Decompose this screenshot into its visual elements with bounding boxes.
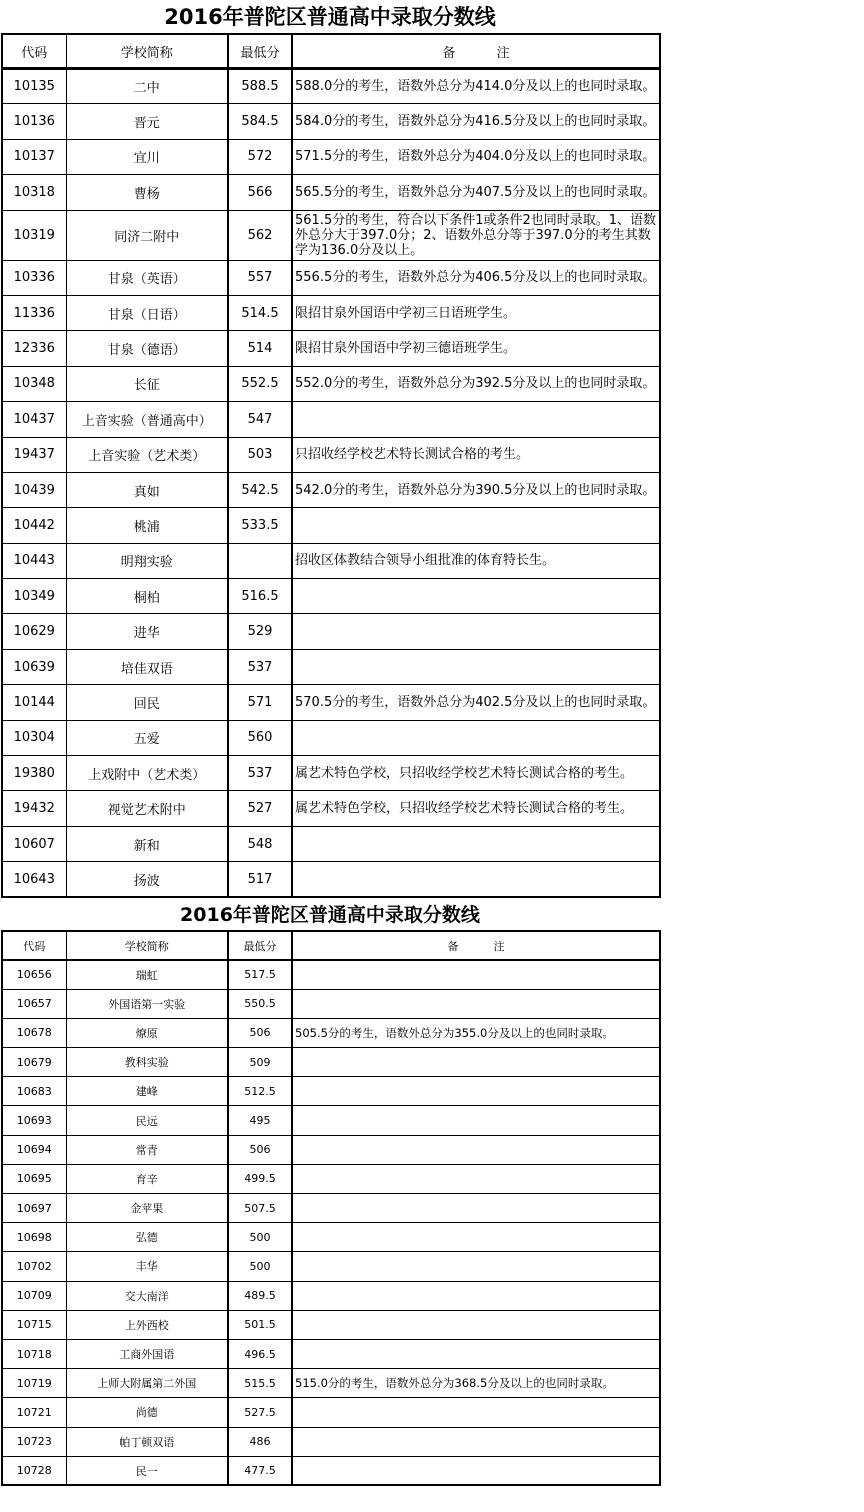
- cell-note: [292, 1164, 660, 1193]
- cell-school-name: 瑞虹: [66, 960, 228, 989]
- cell-note: [292, 579, 660, 614]
- cell-school-name: 扬波: [66, 862, 228, 897]
- cell-note: [292, 1281, 660, 1310]
- cell-code: 10439: [2, 472, 66, 507]
- cell-note: [292, 1223, 660, 1252]
- cell-note: 限招甘泉外国语中学初三日语班学生。: [292, 295, 660, 330]
- cell-school-name: 民一: [66, 1456, 228, 1485]
- cell-note: [292, 720, 660, 755]
- cell-code: 10348: [2, 366, 66, 401]
- cell-school-name: 交大南洋: [66, 1281, 228, 1310]
- cell-code: 10607: [2, 826, 66, 861]
- table-header: [2, 931, 660, 960]
- cell-note: [292, 1252, 660, 1281]
- cell-min-score: 527.5: [228, 1398, 292, 1427]
- cell-code: 12336: [2, 331, 66, 366]
- cell-school-name: 回民: [66, 685, 228, 720]
- cell-min-score: 509: [228, 1048, 292, 1077]
- cell-min-score: 548: [228, 826, 292, 861]
- cell-school-name: 上音实验（普通高中）: [66, 402, 228, 437]
- table-row: [2, 139, 660, 174]
- cell-school-name: 丰华: [66, 1252, 228, 1281]
- cell-code: 11336: [2, 295, 66, 330]
- cell-code: 10144: [2, 685, 66, 720]
- cell-school-name: 工商外国语: [66, 1339, 228, 1368]
- cell-code: 10721: [2, 1398, 66, 1427]
- table-row: [2, 472, 660, 507]
- cell-note: 属艺术特色学校，只招收经学校艺术特长测试合格的考生。: [292, 791, 660, 826]
- cell-school-name: 教科实验: [66, 1048, 228, 1077]
- cell-min-score: 486: [228, 1427, 292, 1456]
- cell-min-score: 588.5: [228, 69, 292, 104]
- cell-min-score: 516.5: [228, 579, 292, 614]
- cell-note: [292, 1456, 660, 1485]
- cell-school-name: 帕丁顿双语: [66, 1427, 228, 1456]
- table-row: [2, 649, 660, 684]
- cell-min-score: 529: [228, 614, 292, 649]
- table-row: [2, 1223, 660, 1252]
- cell-note: [292, 826, 660, 861]
- cell-code: 10657: [2, 989, 66, 1018]
- cell-code: 10678: [2, 1018, 66, 1047]
- table-row: [2, 862, 660, 897]
- cell-school-name: 外国语第一实验: [66, 989, 228, 1018]
- cell-note: 561.5分的考生，符合以下条件1或条件2也同时录取。1、语数外总分大于397.0分；2、语数外总分等于397.0分的考生其数学为136.0分及以上。: [292, 210, 660, 260]
- cell-code: 10719: [2, 1369, 66, 1398]
- table-row: [2, 437, 660, 472]
- cell-code: 10643: [2, 862, 66, 897]
- table-row: [2, 1194, 660, 1223]
- cell-code: 10336: [2, 260, 66, 295]
- cell-min-score: 514: [228, 331, 292, 366]
- cell-code: 19437: [2, 437, 66, 472]
- cell-school-name: 上戏附中（艺术类）: [66, 756, 228, 791]
- cell-min-score: 517: [228, 862, 292, 897]
- cell-note: [292, 1077, 660, 1106]
- table-row: [2, 756, 660, 791]
- cell-code: 10683: [2, 1077, 66, 1106]
- cell-min-score: 547: [228, 402, 292, 437]
- cell-school-name: 甘泉（德语）: [66, 331, 228, 366]
- cell-school-name: 常青: [66, 1135, 228, 1164]
- cell-code: 10656: [2, 960, 66, 989]
- cell-min-score: 542.5: [228, 472, 292, 507]
- cell-school-name: 上外西校: [66, 1310, 228, 1339]
- cell-min-score: 557: [228, 260, 292, 295]
- cell-code: 10694: [2, 1135, 66, 1164]
- table-row: [2, 543, 660, 578]
- cell-note: [292, 1135, 660, 1164]
- table-row: [2, 1018, 660, 1047]
- cell-code: 10695: [2, 1164, 66, 1193]
- cell-school-name: 曹杨: [66, 175, 228, 210]
- cell-note: [292, 1398, 660, 1427]
- cell-min-score: 501.5: [228, 1310, 292, 1339]
- cell-min-score: 499.5: [228, 1164, 292, 1193]
- cell-min-score: 537: [228, 756, 292, 791]
- cell-min-score: 552.5: [228, 366, 292, 401]
- cell-note: [292, 1339, 660, 1368]
- table-row: [2, 1252, 660, 1281]
- cell-note: 515.0分的考生，语数外总分为368.5分及以上的也同时录取。: [292, 1369, 660, 1398]
- cell-school-name: 弘德: [66, 1223, 228, 1252]
- cell-min-score: 562: [228, 210, 292, 260]
- cell-min-score: 572: [228, 139, 292, 174]
- cell-code: 19432: [2, 791, 66, 826]
- table-row: [2, 989, 660, 1018]
- cell-min-score: 495: [228, 1106, 292, 1135]
- cell-school-name: 同济二附中: [66, 210, 228, 260]
- cell-min-score: 512.5: [228, 1077, 292, 1106]
- cell-note: 限招甘泉外国语中学初三德语班学生。: [292, 331, 660, 366]
- table-row: [2, 614, 660, 649]
- cell-min-score: 527: [228, 791, 292, 826]
- cell-code: 10709: [2, 1281, 66, 1310]
- cell-min-score: 506: [228, 1135, 292, 1164]
- cell-min-score: 503: [228, 437, 292, 472]
- cell-min-score: 489.5: [228, 1281, 292, 1310]
- cell-school-name: 明翔实验: [66, 543, 228, 578]
- cell-code: 10702: [2, 1252, 66, 1281]
- cell-note: [292, 508, 660, 543]
- cell-min-score: 514.5: [228, 295, 292, 330]
- cell-min-score: 500: [228, 1252, 292, 1281]
- cell-note: [292, 1106, 660, 1135]
- cell-code: 10135: [2, 69, 66, 104]
- cell-note: [292, 1048, 660, 1077]
- cell-note: 570.5分的考生，语数外总分为402.5分及以上的也同时录取。: [292, 685, 660, 720]
- cell-code: 10715: [2, 1310, 66, 1339]
- cell-code: 10318: [2, 175, 66, 210]
- cell-min-score: 477.5: [228, 1456, 292, 1485]
- cell-min-score: 506: [228, 1018, 292, 1047]
- cell-code: 10728: [2, 1456, 66, 1485]
- table-row: [2, 826, 660, 861]
- cell-code: 10679: [2, 1048, 66, 1077]
- table-row: [2, 331, 660, 366]
- cell-code: 10442: [2, 508, 66, 543]
- table-row: [2, 720, 660, 755]
- cell-school-name: 建峰: [66, 1077, 228, 1106]
- cell-note: 571.5分的考生，语数外总分为404.0分及以上的也同时录取。: [292, 139, 660, 174]
- table-row: [2, 1339, 660, 1368]
- cell-note: 招收区体教结合领导小组批准的体育特长生。: [292, 543, 660, 578]
- table-row: [2, 1077, 660, 1106]
- table-row: [2, 104, 660, 139]
- cell-code: 10698: [2, 1223, 66, 1252]
- cell-note: 565.5分的考生，语数外总分为407.5分及以上的也同时录取。: [292, 175, 660, 210]
- cell-code: 10443: [2, 543, 66, 578]
- table-row: [2, 210, 660, 260]
- header-code: 代码: [2, 34, 66, 69]
- table-row: [2, 1398, 660, 1427]
- cell-note: 505.5分的考生，语数外总分为355.0分及以上的也同时录取。: [292, 1018, 660, 1047]
- cell-note: 属艺术特色学校，只招收经学校艺术特长测试合格的考生。: [292, 756, 660, 791]
- cell-min-score: 515.5: [228, 1369, 292, 1398]
- cell-note: [292, 649, 660, 684]
- cell-note: 552.0分的考生，语数外总分为392.5分及以上的也同时录取。: [292, 366, 660, 401]
- cell-school-name: 育辛: [66, 1164, 228, 1193]
- cell-min-score: 517.5: [228, 960, 292, 989]
- cell-min-score: 584.5: [228, 104, 292, 139]
- table-row: [2, 685, 660, 720]
- table-row: [2, 1310, 660, 1339]
- table-row: [2, 402, 660, 437]
- table-row: [2, 295, 660, 330]
- table-row: [2, 1164, 660, 1193]
- cell-code: 10137: [2, 139, 66, 174]
- header-note: 备 注: [292, 931, 660, 960]
- table-row: [2, 508, 660, 543]
- header-score: 最低分: [228, 931, 292, 960]
- table-row: [2, 1106, 660, 1135]
- cell-code: 10718: [2, 1339, 66, 1368]
- cell-school-name: 长征: [66, 366, 228, 401]
- cell-min-score: 537: [228, 649, 292, 684]
- cell-school-name: 民远: [66, 1106, 228, 1135]
- cell-school-name: 上音实验（艺术类）: [66, 437, 228, 472]
- cell-note: [292, 960, 660, 989]
- table-row: [2, 1135, 660, 1164]
- cell-school-name: 二中: [66, 69, 228, 104]
- cell-min-score: 566: [228, 175, 292, 210]
- table-row: [2, 366, 660, 401]
- cell-min-score: 571: [228, 685, 292, 720]
- table-row: [2, 1048, 660, 1077]
- cell-school-name: 晋元: [66, 104, 228, 139]
- cell-note: 584.0分的考生，语数外总分为416.5分及以上的也同时录取。: [292, 104, 660, 139]
- table-row: [2, 1456, 660, 1485]
- header-note: 备 注: [292, 34, 660, 69]
- cell-min-score: 560: [228, 720, 292, 755]
- cell-note: [292, 1194, 660, 1223]
- header-name: 学校简称: [66, 931, 228, 960]
- cell-note: 542.0分的考生，语数外总分为390.5分及以上的也同时录取。: [292, 472, 660, 507]
- cell-code: 10319: [2, 210, 66, 260]
- cell-min-score: [228, 543, 292, 578]
- table-header: [2, 34, 660, 69]
- table-row: [2, 579, 660, 614]
- cell-note: [292, 614, 660, 649]
- table-row: [2, 1427, 660, 1456]
- cell-code: 10437: [2, 402, 66, 437]
- cell-min-score: 550.5: [228, 989, 292, 1018]
- cell-note: 556.5分的考生，语数外总分为406.5分及以上的也同时录取。: [292, 260, 660, 295]
- table-row: [2, 69, 660, 104]
- table-row: [2, 791, 660, 826]
- cell-school-name: 甘泉（日语）: [66, 295, 228, 330]
- table-row: [2, 260, 660, 295]
- cell-school-name: 上师大附属第二外国: [66, 1369, 228, 1398]
- header-score: 最低分: [228, 34, 292, 69]
- cell-code: 10693: [2, 1106, 66, 1135]
- cell-school-name: 新和: [66, 826, 228, 861]
- title-1: 2016年普陀区普通高中录取分数线: [164, 5, 496, 29]
- cell-code: 10723: [2, 1427, 66, 1456]
- cell-school-name: 桐柏: [66, 579, 228, 614]
- table-row: [2, 1281, 660, 1310]
- cell-school-name: 视觉艺术附中: [66, 791, 228, 826]
- cell-code: 19380: [2, 756, 66, 791]
- score-table-1: [1, 33, 661, 898]
- header-name: 学校简称: [66, 34, 228, 69]
- cell-note: [292, 1427, 660, 1456]
- cell-min-score: 500: [228, 1223, 292, 1252]
- cell-school-name: 桃浦: [66, 508, 228, 543]
- cell-school-name: 五爱: [66, 720, 228, 755]
- cell-school-name: 真如: [66, 472, 228, 507]
- cell-note: 588.0分的考生，语数外总分为414.0分及以上的也同时录取。: [292, 69, 660, 104]
- table-row: [2, 960, 660, 989]
- cell-code: 10697: [2, 1194, 66, 1223]
- cell-school-name: 进华: [66, 614, 228, 649]
- cell-code: 10349: [2, 579, 66, 614]
- cell-school-name: 燎原: [66, 1018, 228, 1047]
- title-2: 2016年普陀区普通高中录取分数线: [180, 904, 480, 926]
- cell-note: [292, 402, 660, 437]
- cell-note: [292, 989, 660, 1018]
- table-row: [2, 175, 660, 210]
- cell-note: 只招收经学校艺术特长测试合格的考生。: [292, 437, 660, 472]
- table-row: [2, 1369, 660, 1398]
- cell-school-name: 培佳双语: [66, 649, 228, 684]
- cell-school-name: 宜川: [66, 139, 228, 174]
- header-code: 代码: [2, 931, 66, 960]
- cell-code: 10136: [2, 104, 66, 139]
- cell-code: 10639: [2, 649, 66, 684]
- cell-note: [292, 862, 660, 897]
- cell-min-score: 507.5: [228, 1194, 292, 1223]
- score-table-2: [1, 930, 661, 1486]
- cell-school-name: 金苹果: [66, 1194, 228, 1223]
- cell-code: 10629: [2, 614, 66, 649]
- cell-note: [292, 1310, 660, 1339]
- cell-min-score: 533.5: [228, 508, 292, 543]
- cell-min-score: 496.5: [228, 1339, 292, 1368]
- cell-school-name: 甘泉（英语）: [66, 260, 228, 295]
- cell-school-name: 尚德: [66, 1398, 228, 1427]
- cell-code: 10304: [2, 720, 66, 755]
